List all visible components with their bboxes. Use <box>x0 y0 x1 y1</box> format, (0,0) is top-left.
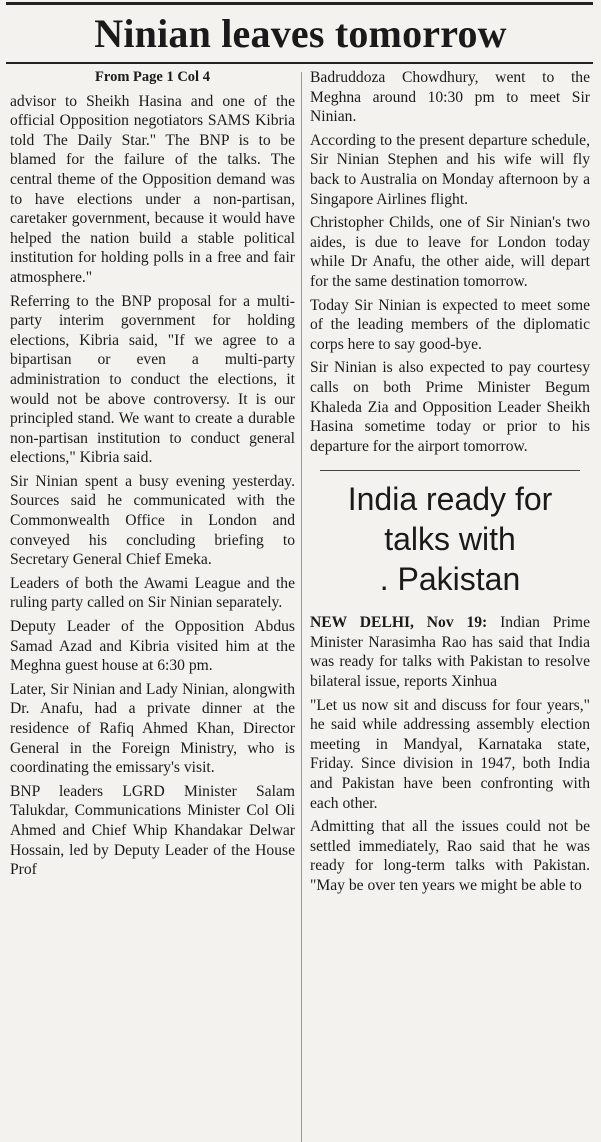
headline-rule <box>6 62 593 64</box>
right-column <box>310 68 590 900</box>
article-paragraph: BNP leaders LGRD Minister Salam Talukdar, Communications Minister Col Oli Ahmed and Chief Whip Khandakar Delwar Hossain, led by Deputy Leader of the House Prof <box>10 782 295 879</box>
article-paragraph: Christopher Childs, one of Sir Ninian's two aides, is due to leave for London today while Dr Anafu, the other aide, will depart for the same destination tomorrow. <box>310 214 590 290</box>
page-headline: Ninian leaves tomorrow <box>94 11 507 56</box>
headline-line: talks with <box>384 521 516 558</box>
article-paragraph: Today Sir Ninian is expected to meet some of the leading members of the diplomatic corps here to say good-bye. <box>310 296 590 353</box>
second-story-headline <box>310 479 590 599</box>
continuation-line: From Page 1 Col 4 <box>95 69 210 85</box>
article-paragraph: Sir Ninian is also expected to pay courtesy calls on both Prime Minister Begum Khaleda Zia and Opposition Leader Sheikh Hasina sometime today or prior to his departure for the airport tomorrow. <box>310 359 590 455</box>
article-paragraph: Sir Ninian spent a busy evening yesterday. Sources said he communicated with the Commonwealth Office in London and conveyed his concluding briefing to Secretary General Chief Emeka. <box>10 472 295 569</box>
article-paragraph: Deputy Leader of the Opposition Abdus Samad Azad and Kibria visited him at the Meghna guest house at 6:30 pm. <box>10 618 295 675</box>
headline-line: India ready for <box>347 481 553 518</box>
article-paragraph: According to the present departure schedule, Sir Ninian Stephen and his wife will fly back to Australia on Monday afternoon by a Singapore Airlines flight. <box>310 131 590 208</box>
lead-text: Indian Prime Minister Narasimha Rao has said that India was ready for talks with Pakistan to resolve bilateral issue, reports Xinhua <box>310 614 590 691</box>
dateline: NEW DELHI, Nov 19: <box>310 614 488 632</box>
story-separator <box>320 470 580 471</box>
article-paragraph: Leaders of both the Awami League and the ruling party called on Sir Ninian separately. <box>10 574 295 612</box>
article-paragraph: Referring to the BNP proposal for a multi-party interim government for holding elections, Kibria said, "If we agree to a bipartisan or even a multi-party administration to conduct the elections, it would not be above controversy. It is our principled stand. We want to create a durable non-partisan institution to conduct general elections," Kibria said. <box>10 292 295 467</box>
article-paragraph: "Let us now sit and discuss for four years," he said while addressing assembly election meeting in Mandyal, Karnataka state, Friday. Since division in 1947, both India and Pakistan have been confronting with each other. <box>310 696 590 812</box>
article-paragraph: Later, Sir Ninian and Lady Ninian, alongwith Dr. Anafu, had a private dinner at the residence of Rafiq Ahmed Khan, Director General in the Foreign Ministry, who is coordinating the emissary's visit. <box>10 680 295 777</box>
column-divider <box>301 72 302 1142</box>
article-paragraph: Badruddoza Chowdhury, went to the Meghna around 10:30 pm to meet Sir Ninian. <box>310 69 590 126</box>
top-rule <box>6 2 593 5</box>
article-paragraph: Admitting that all the issues could not be settled immediately, Rao said that he was ready for long-term talks with Pakistan. "May be over ten years we might be able to <box>310 818 590 894</box>
left-column <box>10 68 295 884</box>
second-story-lead <box>310 613 590 691</box>
headline-line: . Pakistan <box>379 561 521 598</box>
article-paragraph: advisor to Sheikh Hasina and one of the official Opposition negotiators SAMS Kibria told The Daily Star." The BNP is to be blamed for the failure of the talks. The central theme of the Opposition demand was to have elections under a non-partisan, caretaker government, because it would have helped the nation build a stable political institution for holding polls in a free and fair atmosphere." <box>10 92 295 286</box>
